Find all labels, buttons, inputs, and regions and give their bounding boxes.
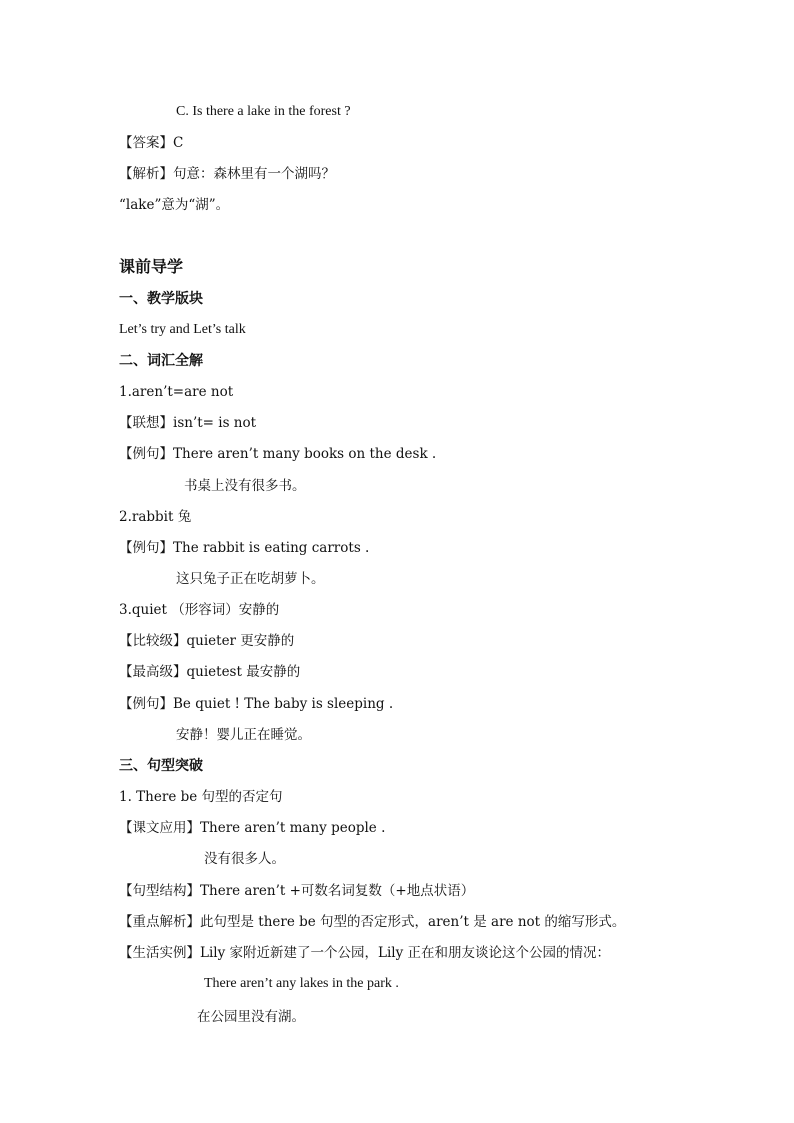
vocab3-word: 3.quiet （形容词）安静的 — [119, 602, 280, 618]
vocab3-example: 【例句】Be quiet ! The baby is sleeping . — [119, 696, 394, 712]
vocab3-translation: 安静！婴儿正在睡觉。 — [176, 727, 311, 743]
vocab1-example: 【例句】There aren’t many books on the desk . — [119, 446, 437, 462]
sentence1-life-english: There aren’t any lakes in the park . — [204, 976, 399, 991]
vocab2-translation: 这只兔子正在吃胡萝卜。 — [176, 571, 325, 587]
sentence1-key-analysis: 【重点解析】此句型是 there be 句型的否定形式，aren’t 是 are not 的缩写形式。 — [119, 914, 626, 930]
answer-line: 【答案】C — [119, 135, 184, 151]
sentence1-structure: 【句型结构】There aren’t +可数名词复数（+地点状语） — [119, 883, 475, 899]
section-title: 课前导学 — [119, 257, 184, 276]
vocab2-example: 【例句】The rabbit is eating carrots . — [119, 540, 370, 556]
analysis-note: “lake”意为“湖”。 — [119, 197, 230, 213]
vocab1-translation: 书桌上没有很多书。 — [184, 478, 306, 494]
option-c: C. Is there a lake in the forest ? — [176, 104, 351, 119]
sentence1-application: 【课文应用】There aren’t many people . — [119, 820, 386, 836]
analysis-line: 【解析】句意：森林里有一个湖吗？ — [119, 166, 335, 182]
vocab1-word: 1.aren’t=are not — [119, 384, 234, 400]
sentence1-life-translation: 在公园里没有湖。 — [197, 1009, 305, 1025]
sentence1-application-translation: 没有很多人。 — [204, 851, 285, 867]
vocab2-word: 2.rabbit 兔 — [119, 509, 192, 525]
part1-title: 一、教学版块 — [119, 291, 203, 307]
sentence1-life-example: 【生活实例】Lily 家附近新建了一个公园，Lily 正在和朋友谈论这个公园的情况： — [119, 945, 611, 961]
vocab3-superlative: 【最高级】quietest 最安静的 — [119, 664, 301, 680]
part2-title: 二、词汇全解 — [119, 353, 203, 369]
part3-title: 三、句型突破 — [119, 758, 203, 774]
vocab1-association: 【联想】isn’t= is not — [119, 415, 257, 431]
part1-text: Let’s try and Let’s talk — [119, 322, 246, 337]
sentence1-title: 1. There be 句型的否定句 — [119, 789, 283, 805]
vocab3-comparative: 【比较级】quieter 更安静的 — [119, 633, 295, 649]
